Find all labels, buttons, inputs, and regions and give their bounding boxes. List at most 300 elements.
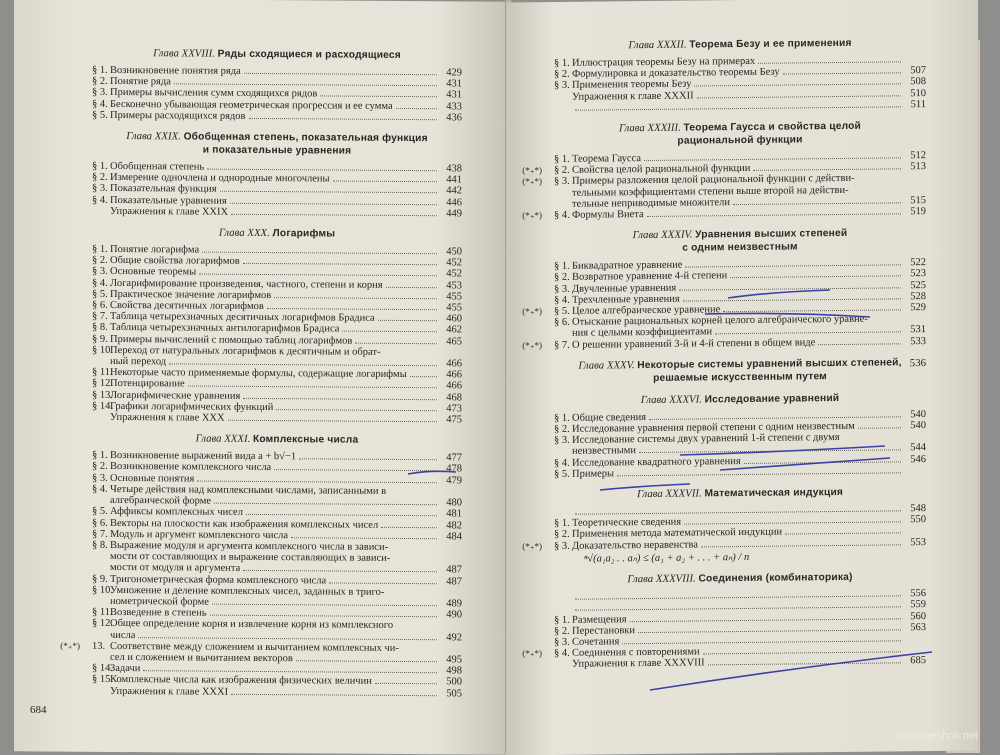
entry-block xyxy=(110,641,462,666)
chapter-heading xyxy=(554,391,926,408)
entry-text: мости от модуля и аргумента xyxy=(110,562,240,574)
toc-entry xyxy=(92,345,462,370)
leader-dots xyxy=(274,470,437,472)
page-ref: 510 xyxy=(904,88,926,99)
page-ref: 453 xyxy=(440,280,462,291)
leader-dots xyxy=(694,84,901,87)
page-ref: 556 xyxy=(904,588,926,599)
section-number: § 15. xyxy=(92,674,110,685)
leader-dots xyxy=(243,570,437,572)
chapter-label: Глава XXXI. xyxy=(196,433,253,445)
page-ref: 512 xyxy=(904,150,926,161)
page-ref: 429 xyxy=(440,67,462,78)
section-number: § 5. xyxy=(92,110,110,121)
entry-text: Примеры вычисления сумм сходящихся рядов xyxy=(110,87,317,100)
chapter-title: Соединения (комбинаторика) xyxy=(698,572,852,585)
chapter-title: Уравнения высших степеней xyxy=(695,228,847,241)
page-ref: 519 xyxy=(904,206,926,217)
section-number: § 5. xyxy=(554,306,572,317)
leader-dots xyxy=(296,660,437,662)
chapter-title: Математическая индукция xyxy=(704,487,843,499)
page-ref: 462 xyxy=(440,325,462,336)
section-number: § 10. xyxy=(92,585,110,596)
section-number: § 3. xyxy=(92,183,110,194)
leader-dots xyxy=(243,398,437,400)
entry-text: Бесконечно убывающая геометрическая прогрессия и ее сумма xyxy=(110,99,393,112)
leader-dots xyxy=(733,202,901,205)
leader-dots xyxy=(708,663,901,666)
toc-entry xyxy=(92,618,462,643)
toc-chapter xyxy=(554,119,926,221)
section-number: § 4. xyxy=(92,194,110,205)
leader-dots xyxy=(378,320,437,321)
chapter-title: Логарифмы xyxy=(273,228,336,239)
entry-text: Упражнения к главе XXXII xyxy=(572,90,694,102)
entry-text: Основные понятия xyxy=(110,473,194,485)
section-number: § 2. xyxy=(554,69,572,80)
entry-text: Перестановки xyxy=(572,625,635,637)
watermark: www.meshok.net xyxy=(895,730,978,742)
section-number: § 2. xyxy=(554,625,572,636)
entry-text: Формулировка и доказательство теоремы Безу xyxy=(572,67,780,80)
entry-text: Графики логарифмических функций xyxy=(110,401,273,413)
leader-dots xyxy=(333,181,437,183)
entry-text: Общее определение корня и извлечение корня из комплексного xyxy=(110,618,462,632)
page-ref: 523 xyxy=(904,269,926,280)
leader-dots xyxy=(723,309,901,312)
leader-dots xyxy=(649,416,901,420)
leader-dots xyxy=(207,169,437,172)
leader-dots xyxy=(575,106,901,110)
section-number: § 1. xyxy=(554,261,572,272)
entry-text: Двучленные уравнения xyxy=(572,282,676,294)
section-number: § 2. xyxy=(554,529,572,540)
leader-dots xyxy=(638,629,901,633)
entry-text: Упражнения к главе XXXVIII xyxy=(572,658,705,671)
entry-block xyxy=(110,618,462,643)
chapter-heading xyxy=(554,485,926,502)
section-number: § 14. xyxy=(92,401,110,412)
section-number: § 2. xyxy=(92,461,110,472)
toc-chapter xyxy=(554,36,926,114)
section-number: § 1. xyxy=(92,65,110,76)
leader-dots xyxy=(679,287,901,290)
section-number: § 2. xyxy=(92,76,110,87)
page-ref: 531 xyxy=(904,325,926,336)
leader-dots xyxy=(291,537,437,539)
leader-dots xyxy=(249,118,438,120)
page-ref: 473 xyxy=(440,403,462,414)
section-number: § 1. xyxy=(554,154,572,165)
toc-chapter xyxy=(92,226,462,426)
entry-text: Свойства целой рациональной функции xyxy=(572,163,750,176)
page-ref: 468 xyxy=(440,392,462,403)
entry-text: Общие свойства логарифмов xyxy=(110,255,240,267)
chapter-title-cont: рациональной функции xyxy=(677,134,802,146)
chapter-label: Глава XXXIII. xyxy=(619,122,684,135)
entry-block xyxy=(110,484,462,509)
entry-text: Понятие ряда xyxy=(110,76,171,88)
chapter-heading xyxy=(554,119,926,149)
page-ref: 489 xyxy=(440,598,462,609)
section-number: § 4. xyxy=(92,484,110,495)
chapter-title: Исследование уравнений xyxy=(705,393,840,405)
entry-text: Теорема Гаусса xyxy=(572,153,641,165)
entry-text: мости от составляющих и выражение составляющих в зависи- xyxy=(110,551,462,565)
toc-entry xyxy=(92,484,462,509)
page-ref: 433 xyxy=(440,101,462,112)
leader-dots xyxy=(381,526,437,527)
leader-dots xyxy=(644,157,901,161)
section-number: § 5. xyxy=(92,506,110,517)
section-number: § 4. xyxy=(554,210,572,221)
entry-text: Возведение в степень xyxy=(110,607,207,619)
leader-dots xyxy=(199,274,437,277)
leader-dots xyxy=(858,427,901,428)
entry-text: Таблица четырехзначных десятичных логарифмов Брадиса xyxy=(110,311,375,324)
page-ref: 475 xyxy=(440,414,462,425)
toc-entry xyxy=(92,412,462,426)
page-ref: 452 xyxy=(440,257,462,268)
chapter-title: Теорема Гаусса и свойства целой xyxy=(683,121,861,134)
entry-text: Тригонометрическая форма комплексного числа xyxy=(110,573,326,586)
page-ref: 533 xyxy=(904,336,926,347)
chapter-label: Глава XXXII. xyxy=(628,39,689,52)
entry-text: числа xyxy=(110,629,135,640)
entry-text: Примеры вычислений с помощью таблиц логарифмов xyxy=(110,334,352,347)
leader-dots xyxy=(697,95,901,98)
page-ref: 508 xyxy=(904,76,926,87)
toc-chapter xyxy=(92,130,462,220)
section-number: § 5. xyxy=(92,289,110,300)
section-number: § 3. xyxy=(554,80,572,91)
entry-text: Упражнения к главе XXXI xyxy=(110,685,228,697)
page-ref: 507 xyxy=(904,65,926,76)
page-ref: 498 xyxy=(440,665,462,676)
entry-text: Четыре действия над комплексными числами, записанными в xyxy=(110,484,462,498)
page-ref: 431 xyxy=(440,78,462,89)
section-number: § 10. xyxy=(92,345,110,356)
leader-dots xyxy=(715,332,901,335)
section-number: § 8. xyxy=(92,322,110,333)
entry-text: Свойства десятичных логарифмов xyxy=(110,300,264,312)
entry-text: Исследование системы двух уравнений 1-й степени с двумя xyxy=(572,431,926,446)
toc-entry xyxy=(92,585,462,610)
section-number: 13. xyxy=(92,641,110,652)
leader-dots xyxy=(684,522,901,525)
entry-text: Биквадратное уравнение xyxy=(572,260,682,272)
section-number: § 1. xyxy=(554,413,572,424)
entry-text: Выражение модуля и аргумента комплексного числа в зависи- xyxy=(110,540,462,554)
section-number: § 12. xyxy=(92,378,110,389)
entry-text: Иллюстрация теоремы Безу на примерах xyxy=(572,56,755,69)
page-ref: 478 xyxy=(440,464,462,475)
section-number: § 4. xyxy=(554,457,572,468)
chapter-heading xyxy=(554,226,926,256)
page-ref: 550 xyxy=(904,514,926,525)
entry-text: Общие сведения xyxy=(572,412,646,424)
entry-text: сел и сложением и вычитанием векторов xyxy=(110,652,293,664)
page-ref: 490 xyxy=(440,609,462,620)
entry-text: неизвестными xyxy=(572,446,636,458)
leader-dots xyxy=(758,61,901,63)
asterisk-mark: (*₊*) xyxy=(512,306,542,318)
toc-entry xyxy=(92,110,462,124)
section-number: § 8. xyxy=(92,540,110,551)
section-number: § 11. xyxy=(92,367,110,378)
section-number: § 3. xyxy=(554,540,572,551)
page-ref: 484 xyxy=(440,531,462,542)
entry-text: Трехчленные уравнения xyxy=(572,293,680,305)
toc-chapter xyxy=(554,391,926,480)
leader-dots xyxy=(386,287,437,288)
page-ref: 487 xyxy=(440,576,462,587)
section-number: § 2. xyxy=(92,172,110,183)
leader-dots xyxy=(685,265,901,268)
page-ref: 525 xyxy=(904,280,926,291)
toc-entry xyxy=(92,206,462,220)
entry-text: Упражнения к главе XXX xyxy=(110,412,225,424)
leader-dots xyxy=(169,363,437,366)
page-ref: 455 xyxy=(440,291,462,302)
asterisk-mark: (*₊*) xyxy=(512,340,542,352)
page-ref: 487 xyxy=(440,565,462,576)
chapter-title: Ряды сходящиеся и расходящиеся xyxy=(218,49,401,61)
section-number: § 3. xyxy=(92,473,110,484)
entry-text: Таблица четырехзначных антилогарифмов Брадиса xyxy=(110,322,339,335)
page-ref: 511 xyxy=(904,99,926,110)
page-ref: 513 xyxy=(904,161,926,172)
page-ref: 431 xyxy=(440,90,462,101)
section-number: § 4. xyxy=(554,648,572,659)
leader-dots xyxy=(342,331,437,333)
leader-dots xyxy=(197,480,437,483)
entry-text: Доказательство неравенства xyxy=(572,539,698,552)
leader-dots xyxy=(220,191,437,194)
leader-dots xyxy=(683,298,901,301)
section-number: § 2. xyxy=(554,424,572,435)
chapter-label: Глава XXXV. xyxy=(578,359,637,372)
entry-text: Аффиксы комплексных чисел xyxy=(110,506,243,518)
section-number: § 1. xyxy=(554,518,572,529)
page-ref: 559 xyxy=(904,599,926,610)
page-ref: 495 xyxy=(440,654,462,665)
asterisk-mark: (*₊*) xyxy=(512,648,542,660)
entry-text: Исследование уравнения первой степени с одним неизвестным xyxy=(572,421,855,435)
entry-text: Отыскание рациональных корней целого алгебраического уравне- xyxy=(572,313,926,328)
leader-dots xyxy=(703,651,901,654)
left-page xyxy=(14,0,510,755)
chapter-label: Глава XXXVII. xyxy=(637,487,705,500)
page-ref: 522 xyxy=(904,257,926,268)
chapter-title: Некоторые системы уравнений высших степеней, xyxy=(637,357,901,371)
entry-text: Практическое значение логарифмов xyxy=(110,289,271,301)
entry-text: Модуль и аргумент комплексного числа xyxy=(110,529,288,541)
leader-dots xyxy=(267,308,437,310)
page-ref: 553 xyxy=(904,537,926,548)
entry-text: Возникновение комплексного числа xyxy=(110,461,271,473)
chapter-title: Комплексные числа xyxy=(253,434,358,446)
entry-block xyxy=(110,540,462,576)
entry-text: Целое алгебраическое уравнение xyxy=(572,304,720,317)
page-ref: 492 xyxy=(440,632,462,643)
chapter-label: Глава XXXVI. xyxy=(641,393,705,406)
entry-block xyxy=(110,345,462,370)
page-ref: 450 xyxy=(440,246,462,257)
page-ref: 544 xyxy=(904,443,926,454)
leader-dots xyxy=(630,618,901,622)
page-ref: 540 xyxy=(904,409,926,420)
page-ref: 505 xyxy=(440,688,462,699)
page-ref: 479 xyxy=(440,475,462,486)
section-number: § 4. xyxy=(554,295,572,306)
section-number: § 9. xyxy=(92,333,110,344)
leader-dots xyxy=(396,108,437,109)
section-number: § 7. xyxy=(92,529,110,540)
page-ref: 548 xyxy=(904,503,926,514)
chapter-title-line2 xyxy=(92,143,462,159)
section-number: § 11. xyxy=(92,607,110,618)
page-ref: 466 xyxy=(440,381,462,392)
leader-dots xyxy=(617,472,901,476)
chapter-title-line2 xyxy=(554,369,926,386)
chapter-heading xyxy=(92,130,462,159)
section-number: § 1. xyxy=(554,58,572,69)
leader-dots xyxy=(231,214,437,216)
leader-dots xyxy=(276,409,437,411)
page-ref: 446 xyxy=(440,197,462,208)
leader-dots xyxy=(818,343,901,345)
section-number: § 6. xyxy=(92,517,110,528)
entry-text: Переход от натуральных логарифмов к десятичным и обрат- xyxy=(110,345,462,359)
page-ref: 455 xyxy=(440,302,462,313)
toc-chapter xyxy=(554,485,926,565)
entry-text: Понятие логарифма xyxy=(110,244,199,256)
section-number: § 3. xyxy=(92,87,110,98)
entry-text: Векторы на плоскости как изображения комплексных чисел xyxy=(110,517,378,530)
leader-dots xyxy=(299,459,437,461)
toc-chapter xyxy=(92,47,462,124)
entry-text: Применения метода математической индукции xyxy=(572,527,782,540)
leader-dots xyxy=(188,386,437,389)
chapter-label: Глава XXXVIII. xyxy=(627,573,698,586)
toc-chapter xyxy=(554,356,926,386)
page-ref: 540 xyxy=(904,420,926,431)
leader-dots xyxy=(243,263,437,265)
section-number: § 2. xyxy=(92,255,110,266)
page-ref: 529 xyxy=(904,302,926,313)
leader-dots xyxy=(320,96,437,98)
entry-text: Основные теоремы xyxy=(110,266,196,278)
chapter-heading xyxy=(92,226,462,242)
section-number: § 7. xyxy=(554,339,572,350)
toc-chapter xyxy=(554,226,926,351)
leader-dots xyxy=(244,73,437,75)
page-ref: 441 xyxy=(440,174,462,185)
entry-text: Сочетания xyxy=(572,636,619,648)
entry-text: Логарифмические уравнения xyxy=(110,390,240,402)
leader-dots xyxy=(639,450,901,454)
page-ref: 466 xyxy=(440,370,462,381)
right-toc xyxy=(506,36,978,680)
leader-dots xyxy=(230,202,437,204)
section-number: § 7. xyxy=(92,311,110,322)
entry-text: Логарифмирование произведения, частного, степени и корня xyxy=(110,278,383,291)
asterisk-mark: (*₊*) xyxy=(50,640,80,651)
page-ref: 480 xyxy=(440,497,462,508)
chapter-label: Глава XXVIII. xyxy=(153,47,218,59)
section-number: § 12. xyxy=(92,618,110,629)
page-ref: 500 xyxy=(440,677,462,688)
chapter-page: 536 xyxy=(910,357,926,369)
entry-text: ния с целыми коэффициентами xyxy=(572,327,712,340)
section-number: § 3. xyxy=(554,176,572,187)
asterisk-mark: (*₊*) xyxy=(512,541,542,553)
chapter-title: Обобщенная степень, показательная функция xyxy=(184,131,428,144)
leader-dots xyxy=(138,637,437,640)
entry-text: тельными коэффициентами степени выше второй на действи- xyxy=(572,184,926,199)
entry-text: Потенцирование xyxy=(110,378,185,390)
asterisk-mark: (*₊*) xyxy=(512,177,542,189)
leader-dots xyxy=(274,297,437,299)
page-ref: 563 xyxy=(904,622,926,633)
page-ref: 449 xyxy=(440,208,462,219)
leader-dots xyxy=(212,604,437,607)
chapter-label: Глава XXXIV. xyxy=(633,229,696,242)
page-ref: 442 xyxy=(440,186,462,197)
entry-text: Возвратное уравнение 4-й степени xyxy=(572,271,727,284)
chapter-title-line2 xyxy=(554,132,926,149)
entry-text: Исследование квадратного уравнения xyxy=(572,456,741,469)
page-ref: 685 xyxy=(904,655,926,666)
section-number: § 9. xyxy=(92,573,110,584)
section-number: § 4. xyxy=(92,277,110,288)
page-ref: 481 xyxy=(440,509,462,520)
section-number: § 1. xyxy=(92,244,110,255)
page-ref: 438 xyxy=(440,163,462,174)
page-ref: 515 xyxy=(904,195,926,206)
leader-dots xyxy=(730,276,901,279)
chapter-label: Глава XXIX. xyxy=(126,130,183,142)
entry-block xyxy=(110,585,462,610)
page-ref: 466 xyxy=(440,358,462,369)
entry-text: Применения теоремы Безу xyxy=(572,79,691,91)
leader-dots xyxy=(355,342,437,344)
entry-block xyxy=(572,172,926,209)
left-page-number: 684 xyxy=(30,704,47,716)
entry-text: Соединения с повторениями xyxy=(572,647,700,660)
toc-entry xyxy=(92,685,462,699)
chapter-title-cont: решаемые искусственным путем xyxy=(653,371,827,384)
entry-text: алгебраической форме xyxy=(110,495,211,507)
page-ref: 528 xyxy=(904,291,926,302)
section-number: § 6. xyxy=(92,300,110,311)
entry-text: Размещения xyxy=(572,614,627,626)
entry-text: Возникновение выражений вида a + b√−1 xyxy=(110,450,296,463)
leader-dots xyxy=(744,461,901,464)
page-ref: 477 xyxy=(440,453,462,464)
leader-dots xyxy=(174,84,437,87)
chapter-title-cont: и показательные уравнения xyxy=(203,145,352,157)
asterisk-mark: (*₊*) xyxy=(512,165,542,177)
leader-dots xyxy=(783,73,901,75)
inequality-formula: ⁿ√(a₁a₂ . . aₙ) ≤ (a₁ + a₂ + . . . + aₙ) / n xyxy=(554,550,926,565)
leader-dots xyxy=(228,420,437,422)
entry-text: Примеры разложения целой рациональной функции с действи- xyxy=(572,172,926,187)
entry-text: Формулы Виета xyxy=(572,209,644,221)
chapter-label: Глава XXX. xyxy=(219,227,273,239)
asterisk-mark: (*₊*) xyxy=(512,210,542,222)
